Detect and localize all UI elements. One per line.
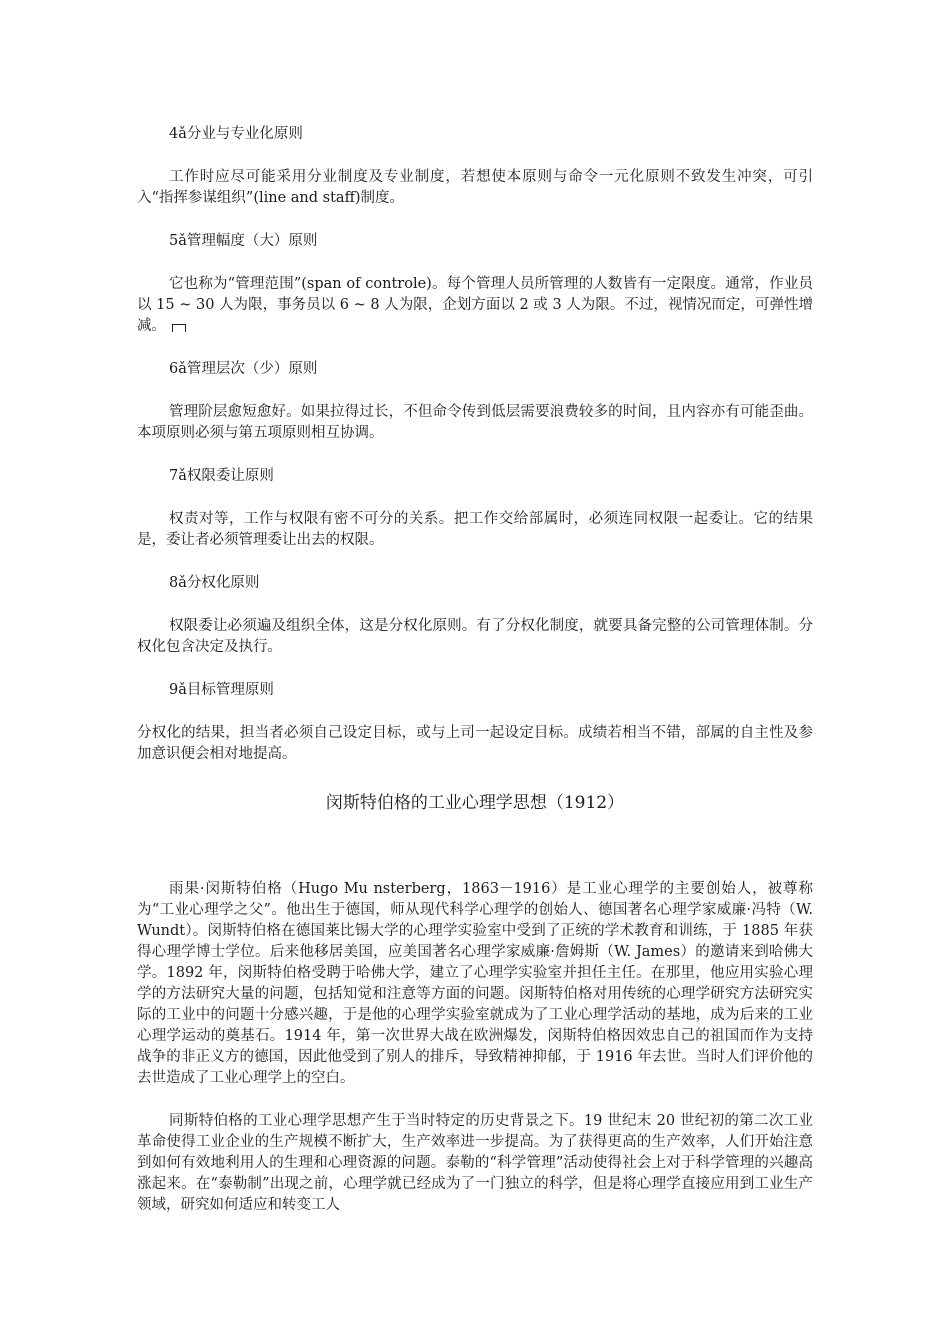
section-body-6: 管理阶层愈短愈好。如果拉得过长，不但命令传到低层需要浪费较多的时间，且内容亦有可能歪曲。本项原则必须与第五项原则相互协调。 xyxy=(137,404,813,441)
section-heading-9: 9ǎ目标管理原则 xyxy=(169,682,274,698)
insertion-mark-icon xyxy=(172,324,186,332)
article-title: 闵斯特伯格的工业心理学思想（1912） xyxy=(325,793,625,813)
section-heading-8: 8ǎ分权化原则 xyxy=(169,575,260,591)
section-body-5 xyxy=(137,274,813,337)
document-content xyxy=(137,124,813,1216)
section-heading-5: 5ǎ管理幅度（大）原则 xyxy=(169,233,318,249)
section-body-5-text: 它也称为“管理范围”(span of controle)。每个管理人员所管理的人数皆有一定限度。通常，作业员以 15 ~ 30 人为限，事务员以 6 ~ 8 人为限，企划方面以 2 或 3 人为限。不过，视情况而定，可弹性增减。 xyxy=(137,276,813,334)
section-body-7: 权责对等，工作与权限有密不可分的关系。把工作交给部属时，必须连同权限一起委让。它的结果是，委让者必须管理委让出去的权限。 xyxy=(137,511,813,548)
section-heading-4: 4ǎ分业与专业化原则 xyxy=(169,126,303,142)
article-paragraph-1: 雨果·闵斯特伯格（Hugo Mu nsterberg，1863－1916）是工业心理学的主要创始人，被尊称为“工业心理学之父”。他出生于德国，师从现代科学心理学的创始人、德国著名心理学家威廉·冯特（W. Wundt）。闵斯特伯格在德国莱比锡大学的心理学实验室中受到了正统的学术教育和训练，于 1885 年获得心理学博士学位。后来他移居美国，应美国著名心理学家威廉·詹姆斯（W. James）的邀请来到哈佛大学。1892 年，闵斯特伯格受聘于哈佛大学，建立了心理学实验室并担任主任。在那里，他应用实验心理学的方法研究大量的问题，包括知觉和注意等方面的问题。闵斯特伯格对用传统的心理学研究方法研究实际的工业中的问题十分感兴趣，于是他的心理学实验室就成为了工业心理学活动的基地，成为后来的工业心理学运动的奠基石。1914 年，第一次世界大战在欧洲爆发，闵斯特伯格因效忠自己的祖国而作为支持战争的非正义方的德国，因此他受到了别人的排斥，导致精神抑郁，于 1916 年去世。当时人们评价他的去世造成了工业心理学上的空白。 xyxy=(137,881,813,1086)
section-body-8: 权限委让必须遍及组织全体，这是分权化原则。有了分权化制度，就要具备完整的公司管理体制。分权化包含决定及执行。 xyxy=(137,618,813,655)
article-paragraph-2: 同斯特伯格的工业心理学思想产生于当时特定的历史背景之下。19 世纪末 20 世纪初的第二次工业革命使得工业企业的生产规模不断扩大，生产效率进一步提高。为了获得更高的生产效率，人们开始注意到如何有效地利用人的生理和心理资源的问题。泰勒的“科学管理”活动使得社会上对于科学管理的兴趣高涨起来。在“泰勒制”出现之前，心理学就已经成为了一门独立的科学，但是将心理学直接应用到工业生产领域，研究如何适应和转变工人 xyxy=(137,1113,813,1213)
section-body-4: 工作时应尽可能采用分业制度及专业制度，若想使本原则与命令一元化原则不致发生冲突，可引入“指挥参谋组织”(line and staff)制度。 xyxy=(137,169,813,206)
section-body-9: 分权化的结果，担当者必须自己设定目标，或与上司一起设定目标。成绩若相当不错，部属的自主性及参加意识便会相对地提高。 xyxy=(137,725,813,762)
section-heading-6: 6ǎ管理层次（少）原则 xyxy=(169,361,318,377)
section-heading-7: 7ǎ权限委让原则 xyxy=(169,468,274,484)
